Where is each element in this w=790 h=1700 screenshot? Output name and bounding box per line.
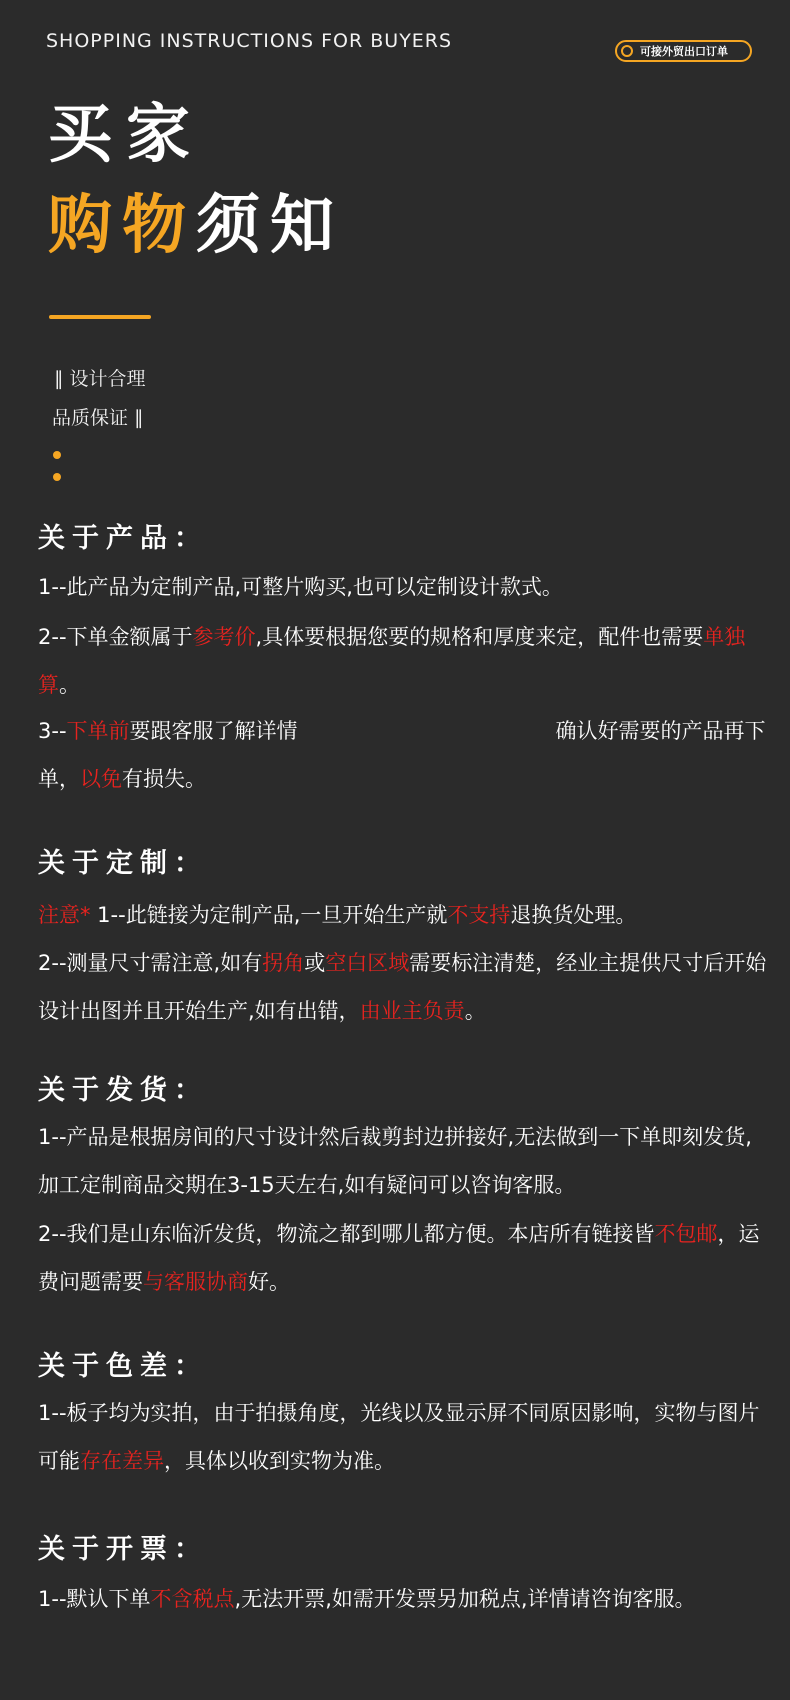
invoice-item-1 [38, 1575, 768, 1623]
color-item-1 [38, 1389, 768, 1485]
section-title-shipping: 关于发货： [38, 1075, 208, 1106]
highlight-text: 单独算 [38, 625, 746, 697]
title-rest: 须知 [196, 189, 344, 263]
highlight-text: 与客服协商 [143, 1270, 248, 1294]
highlight-text: 拐角 [262, 951, 305, 975]
title-accent: 购物 [48, 189, 196, 263]
product-item-2 [38, 613, 768, 709]
text: 好。 [248, 1270, 290, 1294]
export-order-badge [615, 40, 752, 62]
circle-icon [621, 45, 633, 57]
highlight-text: 空白区域 [325, 951, 410, 975]
text: ,无法开票,如需开发票另加税点,详情请咨询客服。 [234, 1587, 696, 1611]
text: 1--板子均为实拍，由于拍摄角度，光线以及显示屏不同原因影响，实物与图片可能 [38, 1401, 760, 1473]
highlight-text: 不支持 [447, 903, 511, 927]
product-item-3 [38, 707, 768, 803]
highlight-text: 不包邮 [654, 1222, 718, 1246]
custom-item-2 [38, 939, 768, 1035]
section-title-color: 关于色差： [38, 1351, 208, 1382]
text: 2--测量尺寸需注意,如有 [38, 951, 263, 975]
text: 确认好需要的产品再下单， [38, 719, 766, 791]
dot-icon [53, 473, 61, 481]
text: 需要标注清楚，经业主提供尺寸后开始设计出图并且开始生产,如有出错， [38, 951, 767, 1023]
text: 1--此链接为定制产品,一旦开始生产就 [90, 903, 448, 927]
custom-item-1 [38, 891, 768, 939]
text: 1--默认下单 [38, 1587, 151, 1611]
tag-design: ∥ 设计合理 [54, 368, 146, 390]
section-title-product: 关于产品： [38, 523, 208, 554]
tag-quality: 品质保证 ∥ [52, 407, 144, 429]
highlight-text: 参考价 [192, 625, 256, 649]
text: 有损失。 [122, 767, 206, 791]
highlight-text: 由业主负责 [359, 999, 465, 1023]
highlight-text: 以免 [80, 767, 122, 791]
text: ,具体要根据您要的规格和厚度来定，配件也需要 [255, 625, 704, 649]
section-title-invoice: 关于开票： [38, 1534, 208, 1565]
shipping-item-2 [38, 1210, 768, 1306]
highlight-text: 注意* [38, 903, 91, 927]
dot-icon [53, 451, 61, 459]
text: 要跟客服了解详情 [129, 719, 298, 743]
text: 2--下单金额属于 [38, 625, 193, 649]
highlight-text: 存在差异 [80, 1449, 164, 1473]
section-title-custom: 关于定制： [38, 848, 208, 879]
accent-divider [49, 315, 151, 319]
english-subtitle: SHOPPING INSTRUCTIONS FOR BUYERS [46, 30, 453, 52]
text: 2--我们是山东临沂发货，物流之都到哪儿都方便。本店所有链接皆 [38, 1222, 655, 1246]
text: 3-- [38, 719, 67, 743]
text: 。 [59, 673, 80, 697]
title-line2 [48, 189, 344, 263]
text: ，具体以收到实物为准。 [164, 1449, 395, 1473]
highlight-text: 不含税点 [150, 1587, 235, 1611]
shipping-item-1: 1--产品是根据房间的尺寸设计然后裁剪封边拼接好,无法做到一下单即刻发货,加工定制商品交期在3-15天左右,如有疑问可以咨询客服。 [38, 1125, 752, 1197]
text: 退换货处理。 [510, 903, 637, 927]
text: 或 [304, 951, 326, 975]
text: 。 [464, 999, 486, 1023]
product-item-1: 1--此产品为定制产品,可整片购买,也可以定制设计款式。 [38, 575, 563, 599]
text: ，运费问题需要 [38, 1222, 760, 1294]
title-line1: 买家 [48, 98, 204, 172]
highlight-text: 下单前 [66, 719, 130, 743]
badge-label: 可接外贸出口订单 [640, 45, 728, 58]
